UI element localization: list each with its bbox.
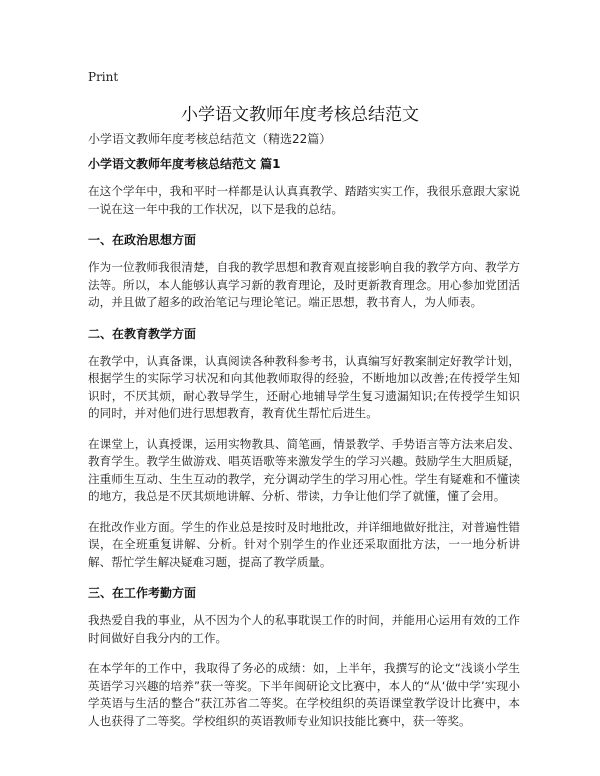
section-heading-politics: 一、在政治思想方面 — [88, 233, 197, 247]
print-label[interactable]: Print — [88, 70, 119, 84]
document-subtitle: 小学语文教师年度考核总结范文（精选22篇） — [88, 132, 332, 146]
paragraph: 在批改作业方面。学生的作业总是按时及时地批改，并详细地做好批注，对普遍性错误，在全班重复讲解、分析。针对个别学生的作业还采取面批方法，一一地分析讲解、帮忙学生解决疑难习题，提高了教学质量。 — [88, 519, 520, 569]
paragraph: 在课堂上，认真授课，运用实物教具、简笔画，情景教学、手势语言等方法来启发、教育学生。教学生做游戏、唱英语歌等来激发学生的学习兴趣。鼓励学生大胆质疑，注重师生互动、生生互动的教学，充分调动学生的学习用心性。学生有疑难和不懂读的地方，我总是不厌其烦地讲解、分析、带读，力争让他们学了就懂，懂了会用。 — [88, 436, 520, 503]
paragraph: 作为一位教师我很清楚，自我的教学思想和教育观直接影响自我的教学方向、教学方法等。所以，本人能够认真学习新的教育理论，及时更新教育理念。用心参加党团活动，并且做了超多的政治笔记与理论笔记。端正思想，教书育人，为人师表。 — [88, 260, 520, 309]
article-heading: 小学语文教师年度考核总结范文 篇1 — [88, 157, 281, 171]
document-title: 小学语文教师年度考核总结范文 — [181, 105, 419, 125]
paragraph: 在本学年的工作中，我取得了务必的成绩：如，上半年，我撰写的论文“浅谈小学生英语学习兴趣的培养”获一等奖。下半年闽研论文比赛中，本人的“从‘做中学’实现小学英语与生活的整合”获江苏省二等奖。在学校组织的英语课堂教学设计比赛中，本人也获得了二等奖。学校组织的英语教师专业知识技能比赛中，获一等奖。 — [88, 661, 520, 728]
paragraph: 我热爱自我的事业，从不因为个人的私事耽误工作的时间，并能用心运用有效的工作时间做好自我分内的工作。 — [88, 613, 520, 645]
article-body — [88, 155, 520, 743]
section-heading-teaching: 二、在教育教学方面 — [88, 326, 197, 341]
intro-paragraph: 在这个学年中，我和平时一样都是认认真真教学、踏踏实实工作，我很乐意跟大家说一说在这一年中我的工作状况，以下是我的总结。 — [88, 184, 520, 216]
paragraph: 在教学中，认真备课，认真阅读各种教科参考书，认真编写好教案制定好教学计划，根据学生的实际学习状况和向其他教师取得的经验，不断地加以改善;在传授学生知识时，不厌其烦，耐心教导学生，还耐心地辅导学生复习遗漏知识;在传授学生知识的同时，并对他们进行思想教育，教育优生帮忙后进生。 — [88, 353, 520, 420]
section-heading-attendance: 三、在工作考勤方面 — [88, 586, 197, 600]
